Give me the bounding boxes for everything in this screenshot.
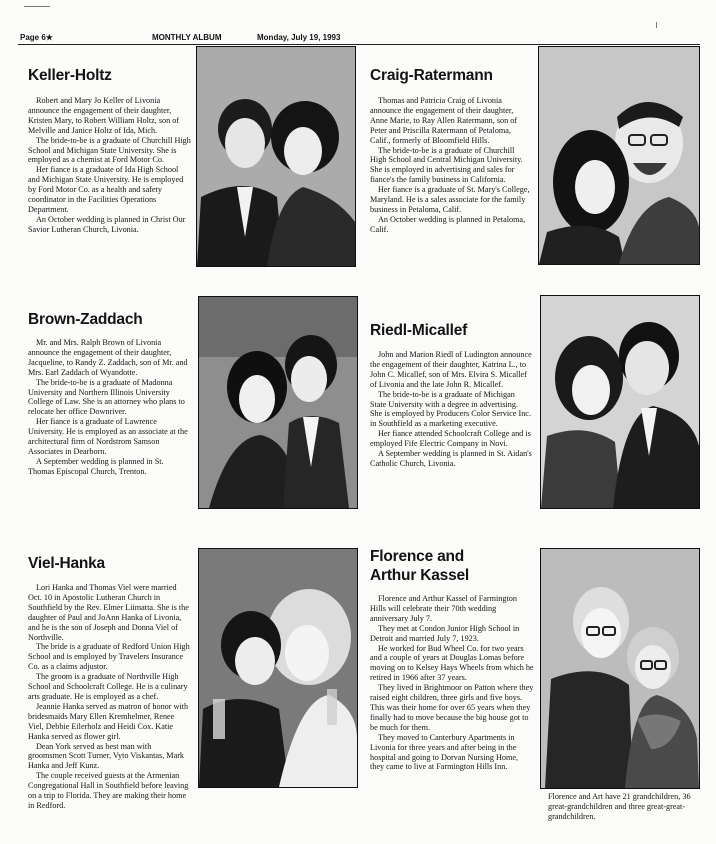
paragraph: John and Marion Riedl of Ludington announce the engagement of their daughter, Katrina L., to John C. Micallef, son of Mrs. Elvira S. Micallef of Livonia and the late John R. Micallef.: [370, 350, 532, 389]
headline-kassel: Florence and Arthur Kassel: [370, 548, 470, 584]
paragraph: They lived in Brightmoor on Patton where they raised eight children, three girls and five boys. This was their home for over 65 years when they finally had to move because the big house got to be much for them.: [370, 683, 534, 732]
paragraph: A September wedding is planned in St. Aidan's Catholic Church, Livonia.: [370, 449, 532, 468]
article-craig-ratermann: [370, 96, 532, 235]
paragraph: He worked for Bud Wheel Co. for two years and a couple of years at Douglas Lomas before moving on to Kelsey Hays Wheels from which he retired in 1966 after 37 years.: [370, 643, 534, 683]
paragraph: The bride is a graduate of Redford Union High School and is employed by Travelers Insurance Co. as a claims adjustor.: [28, 642, 190, 672]
paragraph: Dean York served as best man with groomsmen Scott Turner, Vyto Viskantas, Mark Hanka and Jeff Kunz.: [28, 741, 185, 771]
paragraph: The couple received guests at the Armenian Congregational Hall in Southfield before leaving on a trip to Florida. They are making their home in Redford.: [28, 771, 189, 810]
headline-craig-ratermann: Craig-Ratermann: [370, 67, 493, 84]
paragraph: They met at Condon Junior High School in Detroit and married July 7, 1923.: [370, 623, 520, 643]
paragraph: Lori Hanka and Thomas Viel were married Oct. 10 in Apostolic Lutheran Church in Southfield by the Rev. Elmer Liimatta. She is the daughter of Paul and JoAnn Hanka of Livonia, and he is the son of Joseph and Donna Viel of Northville.: [28, 583, 189, 642]
paragraph: Thomas and Patricia Craig of Livonia announce the engagement of their daughter, Anne Marie, to Ray Allen Ratermann, son of Peter and Priscilla Ratermann of Petaloma, Calif., formerly of Bloomfield Hills.: [370, 96, 518, 145]
article-riedl-micallef: [370, 350, 532, 469]
photo-viel-hanka: [198, 548, 358, 788]
issue-date: Monday, July 19, 1993: [257, 33, 341, 42]
paragraph: Robert and Mary Jo Keller of Livonia announce the engagement of their daughter, Kristen Mary, to Robert William Holtz, son of Melville and Janice Holtz of Ida, Mich.: [28, 96, 180, 135]
section-title: MONTHLY ALBUM: [152, 33, 222, 42]
paragraph: An October wedding is planned in Petaloma, Calif.: [370, 214, 526, 234]
paragraph: An October wedding is planned in Christ Our Savior Lutheran Church, Livonia.: [28, 214, 186, 234]
paragraph: Jeannie Hanka served as matron of honor with bridesmaids Mary Ellen Kremhelmer, Renee Viel, Debbie Eilerholz and Heidi Cox. Katie Hanka served as flower girl.: [28, 701, 189, 741]
headline-viel-hanka: Viel-Hanka: [28, 555, 105, 572]
paragraph: They moved to Canterbury Apartments in Livonia for three years and after being in the hospital and going to Dorvan Nursing Home, they came to live at Farmington Hills Inn.: [370, 732, 519, 772]
article-keller-holtz: [28, 96, 191, 235]
paragraph: The bride-to-be is a graduate of Churchill High School and Michigan State University. She is employed as a chemist at Ford Motor Co.: [28, 135, 191, 165]
headline-keller-holtz: Keller-Holtz: [28, 67, 112, 84]
article-brown-zaddach: [28, 338, 191, 477]
photo-keller-holtz: [196, 46, 356, 267]
photo-brown-zaddach: [198, 296, 358, 509]
paragraph: The bride-to-be is a graduate of Madonna University and Northern Illinois University College of Law. She is an attorney who plans to relocate her office Downriver.: [28, 377, 185, 417]
paragraph: Her fiance is a graduate of Lawrence University. He is employed as an associate at the architectural firm of Nordstrom Samson Associates in Dearborn.: [28, 417, 188, 456]
paragraph: The bride-to-be is a graduate of Michigan State University with a degree in advertising. She is employed by Producers Color Service Inc. in Southfield as a marketing executive.: [370, 389, 531, 429]
photo-caption-kassel: Florence and Art have 21 grandchildren, 36 great-grandchildren and three great-great-grandchildren.: [548, 792, 691, 821]
paragraph: Mr. and Mrs. Ralph Brown of Livonia announce the engagement of their daughter, Jacqueline, to Randy Z. Zaddach, son of Mr. and Mrs. Earl Zaddach of Wyandotte.: [28, 338, 188, 377]
paragraph: Her fiance is a graduate of St. Mary's College, Maryland. He is a sales associate for the family business in Petaloma, Calif.: [370, 185, 530, 214]
headline-riedl-micallef: Riedl-Micallef: [370, 322, 468, 339]
page-number: Page 6★: [20, 33, 53, 42]
paragraph: A September wedding is planned in St. Thomas Episcopal Church, Trenton.: [28, 456, 164, 476]
photo-kassel: [540, 548, 700, 789]
paragraph: Her fiance is a graduate of Ida High School and Michigan State University. He is employed by Ford Motor Co. as a health and safety coordinator in the Facilities Operations Department.: [28, 165, 184, 214]
paragraph: Florence and Arthur Kassel of Farmington Hills will celebrate their 70th wedding anniversary July 7.: [370, 594, 517, 623]
header-rule: [18, 44, 700, 45]
photo-riedl-micallef: [540, 295, 700, 509]
article-viel-hanka-continued: [202, 787, 356, 797]
article-viel-hanka: [28, 583, 191, 829]
paragraph: Her fiance attended Schoolcraft College and is employed Fife Electric Company in Novi.: [370, 429, 531, 449]
article-kassel: [370, 594, 534, 772]
paragraph: The bride-to-be is a graduate of Churchill High School and Central Michigan University. She is employed in advertising and sales for fiance's the family business in California.: [370, 145, 523, 185]
photo-craig-ratermann: [538, 46, 700, 265]
paragraph: The groom is a graduate of Northville High School and Schoolcraft College. He is a culinary arts graduate. He is employed as a chef.: [28, 672, 188, 701]
headline-brown-zaddach: Brown-Zaddach: [28, 311, 143, 328]
